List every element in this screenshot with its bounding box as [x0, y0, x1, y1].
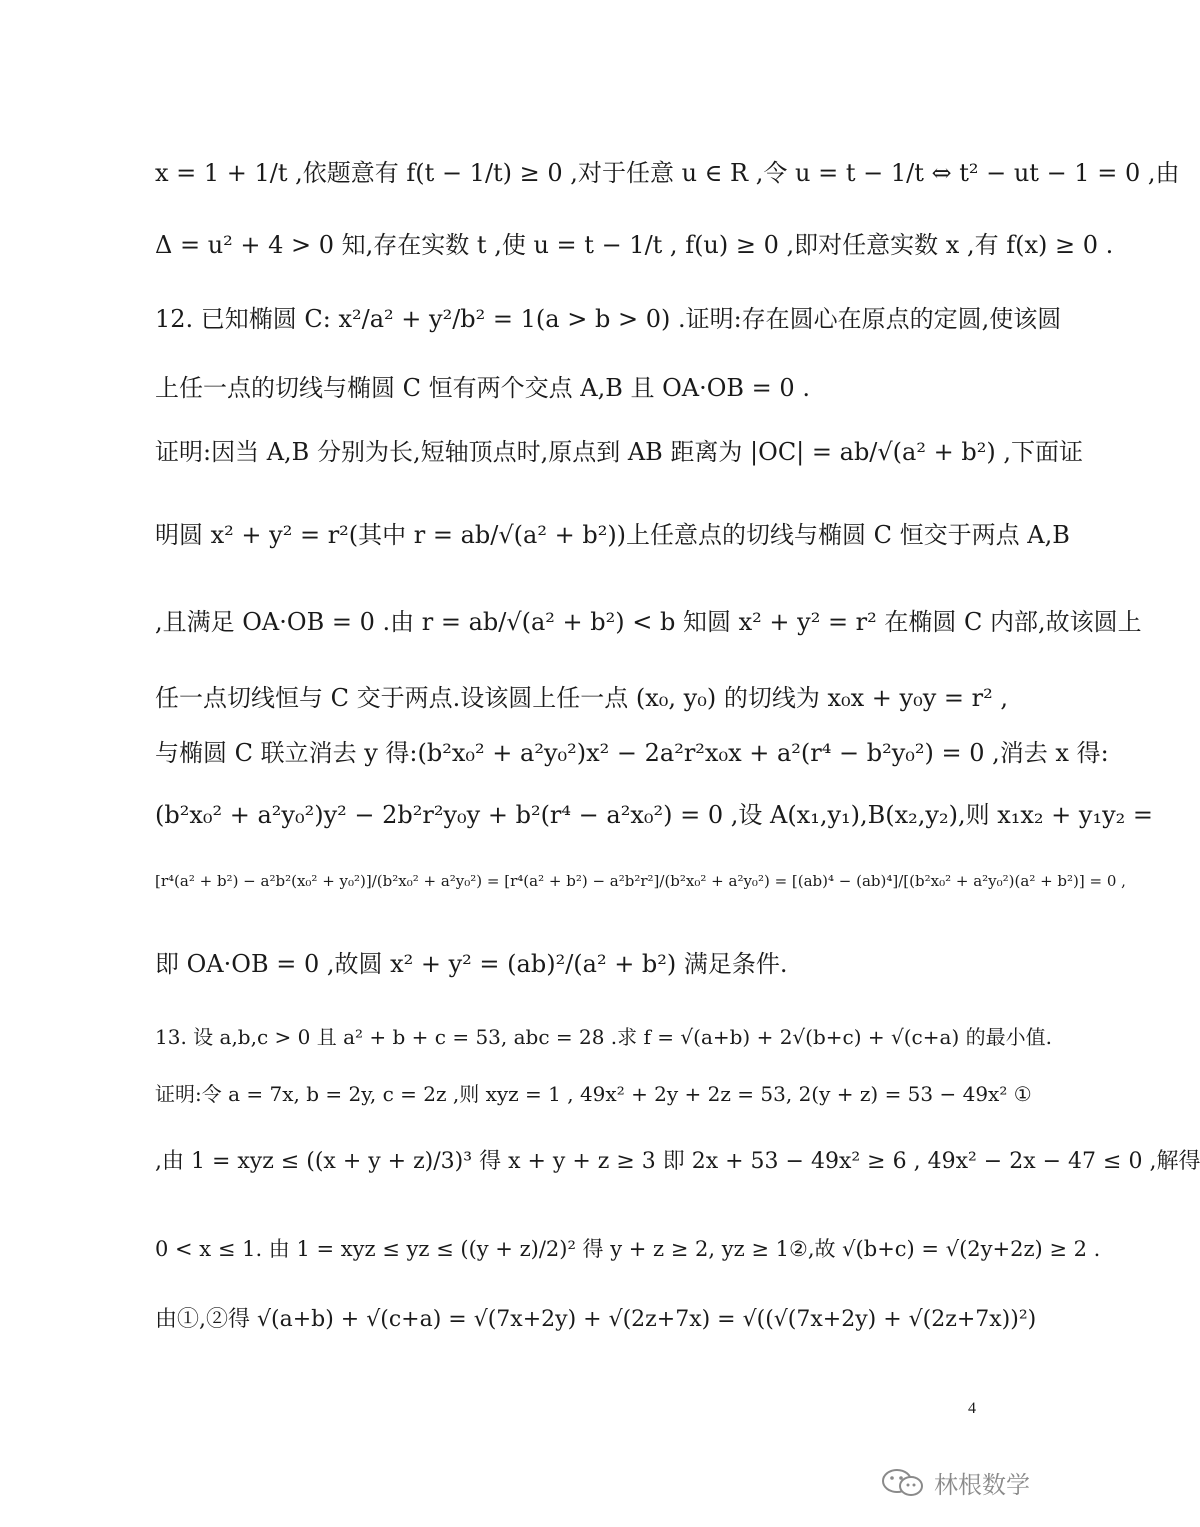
problem-13-statement: 13. 设 a,b,c > 0 且 a² + b + c = 53, abc = 28 .求 f = √(a+b) + 2√(b+c) + √(c+a) 的最小值. [155, 1025, 1052, 1049]
page-number: 4 [968, 1400, 976, 1417]
proof-line: 明圆 x² + y² = r²(其中 r = ab/√(a² + b²))上任意点的切线与椭圆 C 恒交于两点 A,B [155, 521, 1070, 549]
problem-12-statement: 上任一点的切线与椭圆 C 恒有两个交点 A,B 且 OA·OB = 0 . [155, 374, 810, 402]
proof-line: 证明:因当 A,B 分别为长,短轴顶点时,原点到 AB 距离为 |OC| = ab/√(a² + b²) ,下面证 [155, 438, 1083, 466]
proof-line: 任一点切线恒与 C 交于两点.设该圆上任一点 (x₀, y₀) 的切线为 x₀x + y₀y = r² , [155, 684, 1008, 712]
proof-line: 证明:令 a = 7x, b = 2y, c = 2z ,则 xyz = 1 , 49x² + 2y + 2z = 53, 2(y + z) = 53 − 49x² ① [155, 1082, 1032, 1106]
wechat-icon [880, 1468, 926, 1498]
proof-line: 即 OA·OB = 0 ,故圆 x² + y² = (ab)²/(a² + b²) 满足条件. [155, 950, 788, 978]
proof-line: 与椭圆 C 联立消去 y 得:(b²x₀² + a²y₀²)x² − 2a²r²x₀x + a²(r⁴ − b²y₀²) = 0 ,消去 x 得: [155, 739, 1109, 767]
text-line: Δ = u² + 4 > 0 知,存在实数 t ,使 u = t − 1/t , f(u) ≥ 0 ,即对任意实数 x ,有 f(x) ≥ 0 . [155, 231, 1114, 259]
proof-line: 由①,②得 √(a+b) + √(c+a) = √(7x+2y) + √(2z+7x) = √((√(7x+2y) + √(2z+7x))²) [155, 1307, 1037, 1332]
proof-line: 0 < x ≤ 1. 由 1 = xyz ≤ yz ≤ ((y + z)/2)² 得 y + z ≥ 2, yz ≥ 1②,故 √(b+c) = √(2y+2z) ≥ 2 . [155, 1237, 1101, 1261]
proof-line: ,由 1 = xyz ≤ ((x + y + z)/3)³ 得 x + y + z ≥ 3 即 2x + 53 − 49x² ≥ 6 , 49x² − 2x − 47 ≤ 0 ,解得 [155, 1149, 1200, 1174]
watermark [880, 1465, 1030, 1500]
proof-line: (b²x₀² + a²y₀²)y² − 2b²r²y₀y + b²(r⁴ − a²x₀²) = 0 ,设 A(x₁,y₁),B(x₂,y₂),则 x₁x₂ + y₁y₂ = [155, 801, 1154, 829]
proof-line: ,且满足 OA·OB = 0 .由 r = ab/√(a² + b²) < b 知圆 x² + y² = r² 在椭圆 C 内部,故该圆上 [155, 608, 1142, 636]
problem-12-statement: 12. 已知椭圆 C: x²/a² + y²/b² = 1(a > b > 0) .证明:存在圆心在原点的定圆,使该圆 [155, 305, 1062, 333]
watermark-text: 林根数学 [934, 1471, 1030, 1499]
text-line: x = 1 + 1/t ,依题意有 f(t − 1/t) ≥ 0 ,对于任意 u ∈ R ,令 u = t − 1/t ⇔ t² − ut − 1 = 0 ,由 [155, 159, 1180, 187]
proof-line: [r⁴(a² + b²) − a²b²(x₀² + y₀²)]/(b²x₀² + a²y₀²) = [r⁴(a² + b²) − a²b²r²]/(b²x₀² + a²y₀²) = [(ab)⁴ − (ab)⁴]/[(b²x₀² + a²y₀²)(a² + b²)] = 0 , [155, 872, 1126, 890]
